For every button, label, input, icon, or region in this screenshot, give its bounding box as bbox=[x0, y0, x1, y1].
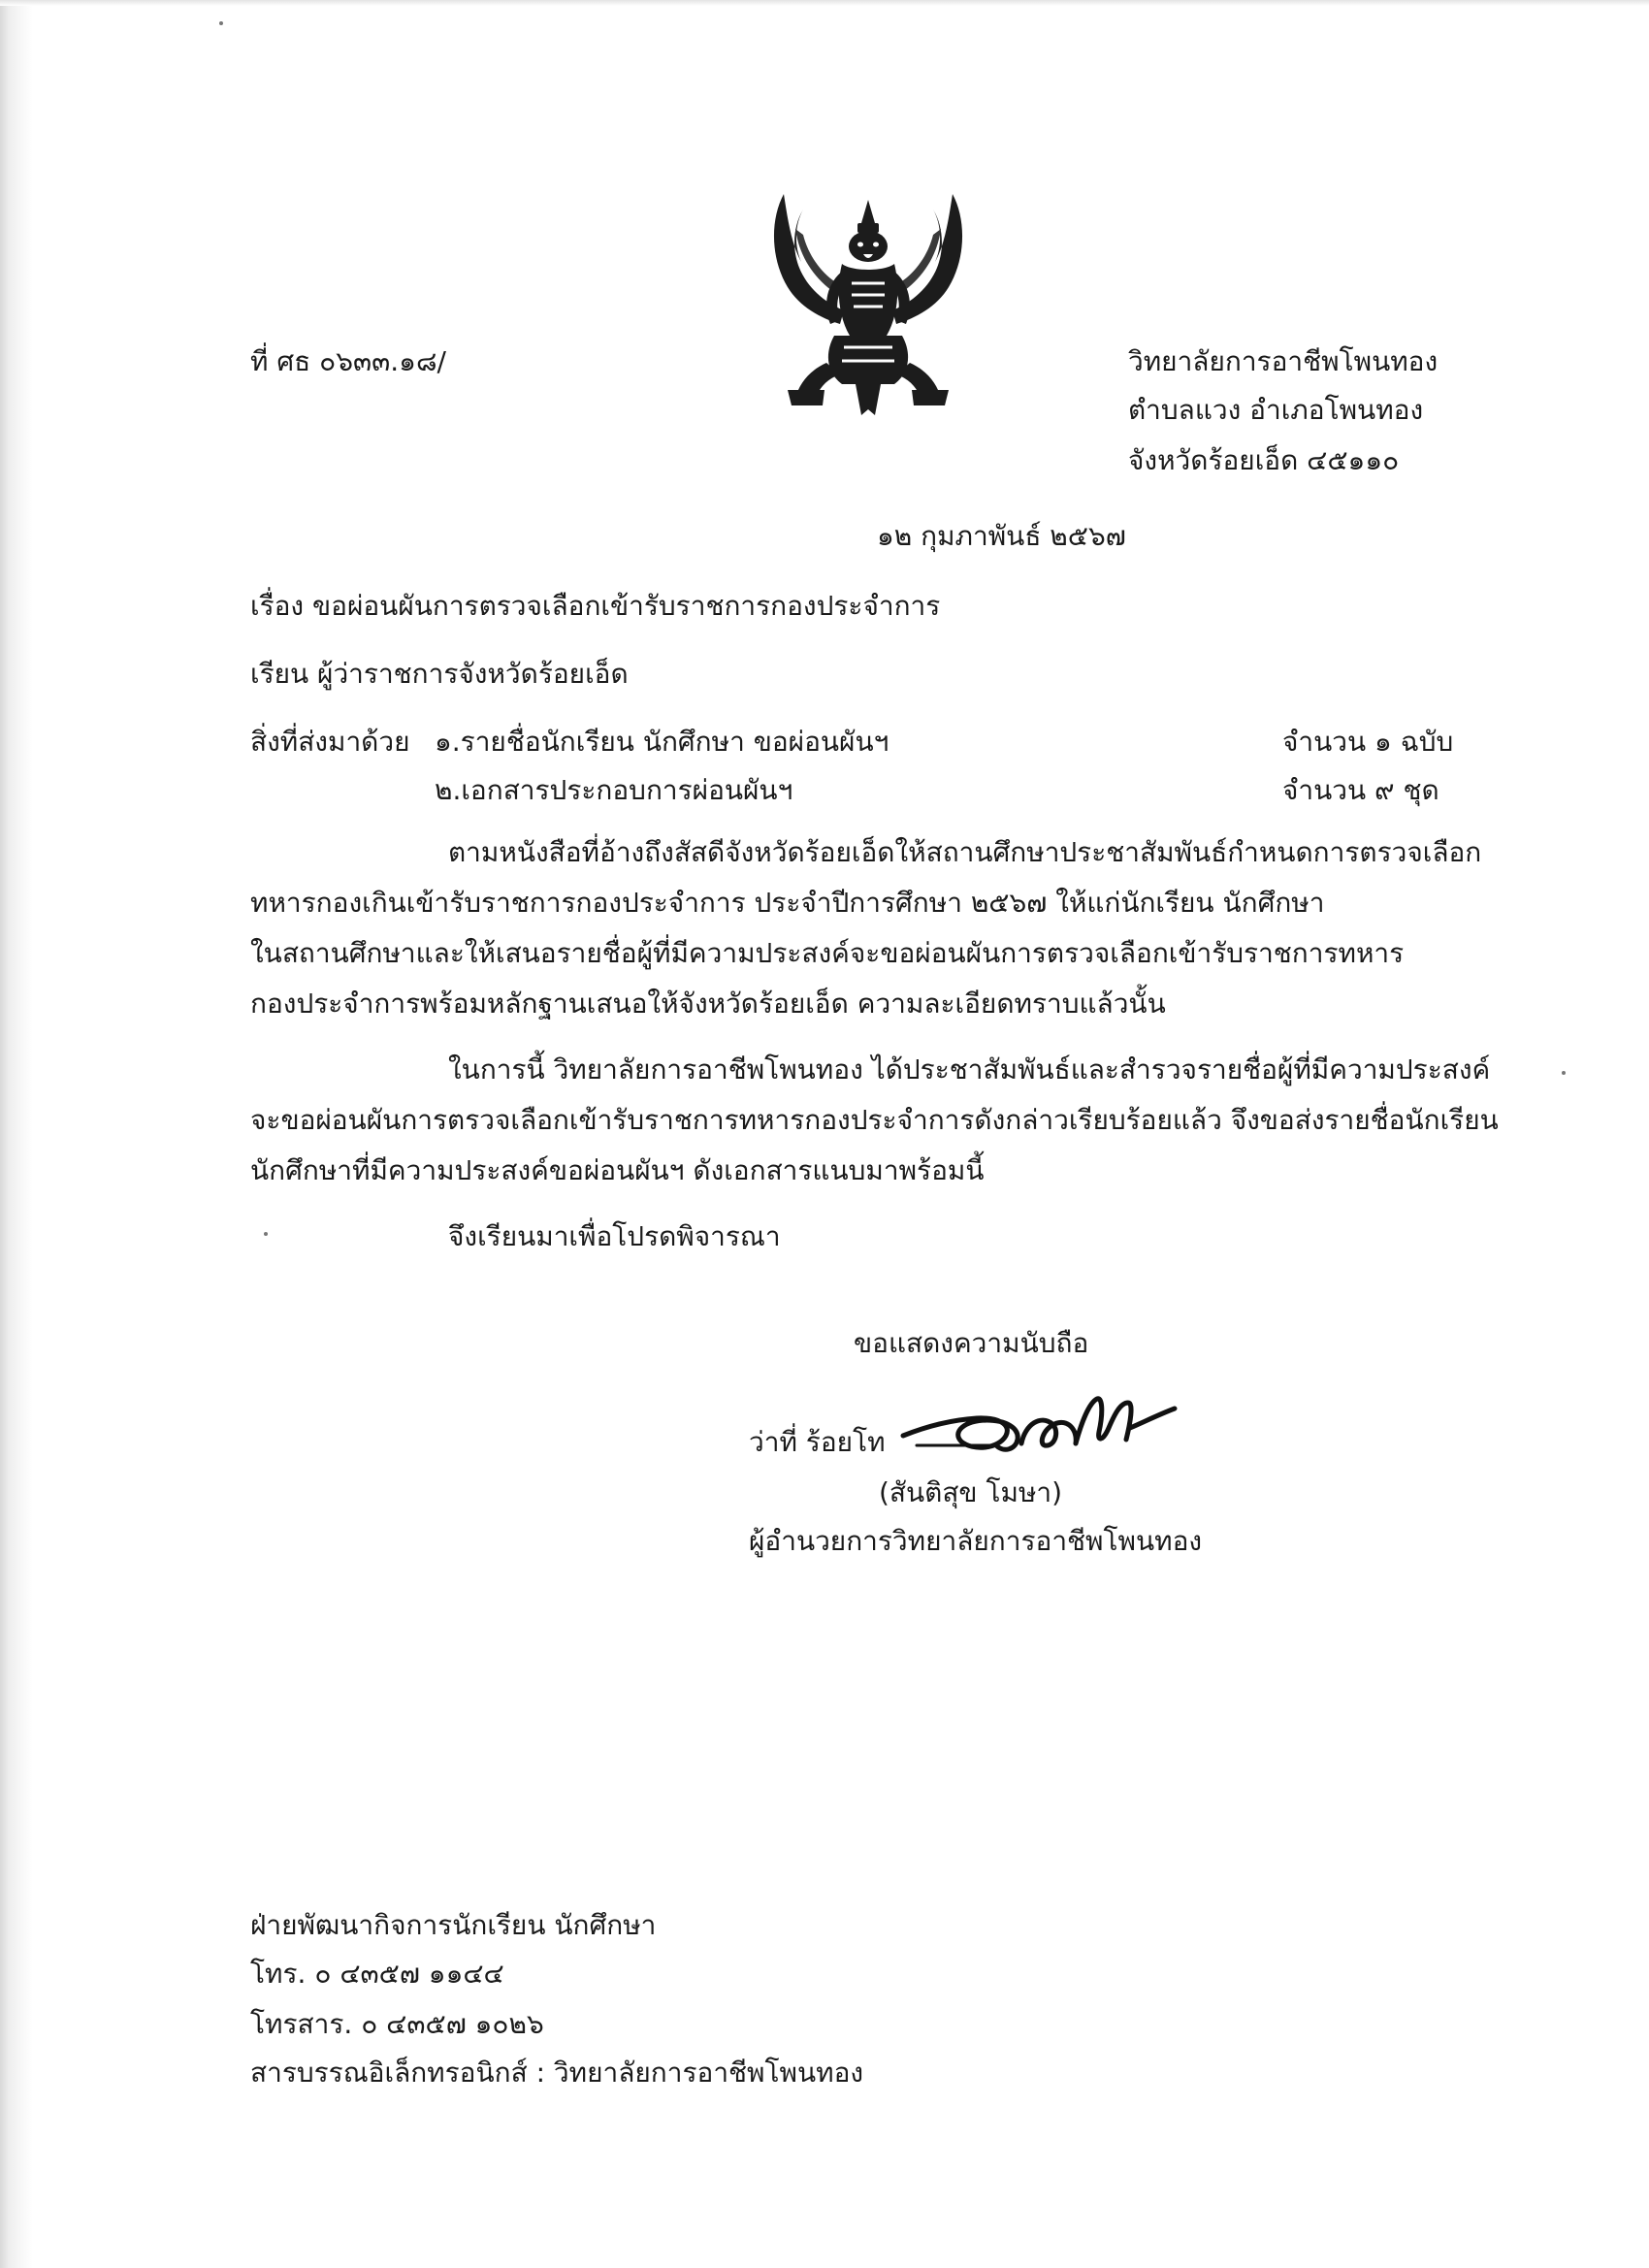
footer-phone: โทร. ๐ ๔๓๕๗ ๑๑๔๔ bbox=[250, 1958, 504, 1990]
closing-salutation: ขอแสดงความนับถือ bbox=[854, 1327, 1089, 1359]
enclosures-label: สิ่งที่ส่งมาด้วย bbox=[250, 726, 410, 758]
enclosure-item-2-quantity: จำนวน ๙ ชุด bbox=[1282, 774, 1439, 806]
scan-speck bbox=[264, 1232, 268, 1236]
paragraph1-line1: ตามหนังสือที่อ้างถึงสัสดีจังหวัดร้อยเอ็ดให้สถานศึกษาประชาสัมพันธ์กำหนดการตรวจเลือก bbox=[448, 836, 1482, 868]
paragraph2-line1: ในการนี้ วิทยาลัยการอาชีพโพนทอง ได้ประชาสัมพันธ์และสำรวจรายชื่อผู้ที่มีความประสงค์ bbox=[448, 1053, 1491, 1085]
signer-title-prefix: ว่าที่ ร้อยโท bbox=[749, 1426, 886, 1458]
scan-speck bbox=[219, 21, 223, 25]
paragraph2-line2: จะขอผ่อนผันการตรวจเลือกเข้ารับราชการทหารกองประจำการดังกล่าวเรียบร้อยแล้ว จึงขอส่งรายชื่อนักเรียน bbox=[250, 1104, 1499, 1136]
paragraph1-line4: กองประจำการพร้อมหลักฐานเสนอให้จังหวัดร้อยเอ็ด ความละเอียดทราบแล้วนั้น bbox=[250, 988, 1166, 1020]
enclosure-item-1-quantity: จำนวน ๑ ฉบับ bbox=[1282, 726, 1454, 758]
document-date: ๑๒ กุมภาพันธ์ ๒๕๖๗ bbox=[877, 520, 1126, 552]
footer-department: ฝ่ายพัฒนากิจการนักเรียน นักศึกษา bbox=[250, 1909, 657, 1941]
sender-address-line1: วิทยาลัยการอาชีพโพนทอง bbox=[1128, 345, 1439, 377]
sender-address-line2: ตำบลแวง อำเภอโพนทอง bbox=[1128, 394, 1424, 426]
signer-position: ผู้อำนวยการวิทยาลัยการอาชีพโพนทอง bbox=[749, 1525, 1203, 1557]
scan-page-edge-top bbox=[0, 0, 1649, 6]
recipient-line: เรียน ผู้ว่าราชการจังหวัดร้อยเอ็ด bbox=[250, 658, 629, 690]
paragraph1-line3: ในสถานศึกษาและให้เสนอรายชื่อผู้ที่มีความประสงค์จะขอผ่อนผันการตรวจเลือกเข้ารับราชการทหาร bbox=[250, 937, 1405, 969]
footer-fax: โทรสาร. ๐ ๔๓๕๗ ๑๐๒๖ bbox=[250, 2008, 544, 2040]
subject-line: เรื่อง ขอผ่อนผันการตรวจเลือกเข้ารับราชการกองประจำการ bbox=[250, 590, 941, 622]
handwritten-signature bbox=[897, 1385, 1179, 1465]
enclosure-item-1: ๑.รายชื่อนักเรียน นักศึกษา ขอผ่อนผันฯ bbox=[435, 726, 889, 758]
scan-speck bbox=[1562, 1071, 1566, 1075]
garuda-emblem-icon bbox=[766, 190, 970, 419]
closing-request: จึงเรียนมาเพื่อโปรดพิจารณา bbox=[448, 1220, 781, 1252]
scan-page-edge bbox=[0, 0, 33, 2268]
document-number: ที่ ศธ ๐๖๓๓.๑๘/ bbox=[250, 345, 446, 377]
paragraph1-line2: ทหารกองเกินเข้ารับราชการกองประจำการ ประจำปีการศึกษา ๒๕๖๗ ให้แก่นักเรียน นักศึกษา bbox=[250, 887, 1325, 919]
paragraph2-line3: นักศึกษาที่มีความประสงค์ขอผ่อนผันฯ ดังเอกสารแนบมาพร้อมนี้ bbox=[250, 1154, 985, 1186]
sender-address-line3: จังหวัดร้อยเอ็ด ๔๕๑๑๐ bbox=[1128, 444, 1400, 476]
enclosure-item-2: ๒.เอกสารประกอบการผ่อนผันฯ bbox=[435, 774, 793, 806]
signer-name: (สันติสุข โมษา) bbox=[879, 1476, 1063, 1508]
footer-email: สารบรรณอิเล็กทรอนิกส์ : วิทยาลัยการอาชีพโพนทอง bbox=[250, 2057, 864, 2089]
